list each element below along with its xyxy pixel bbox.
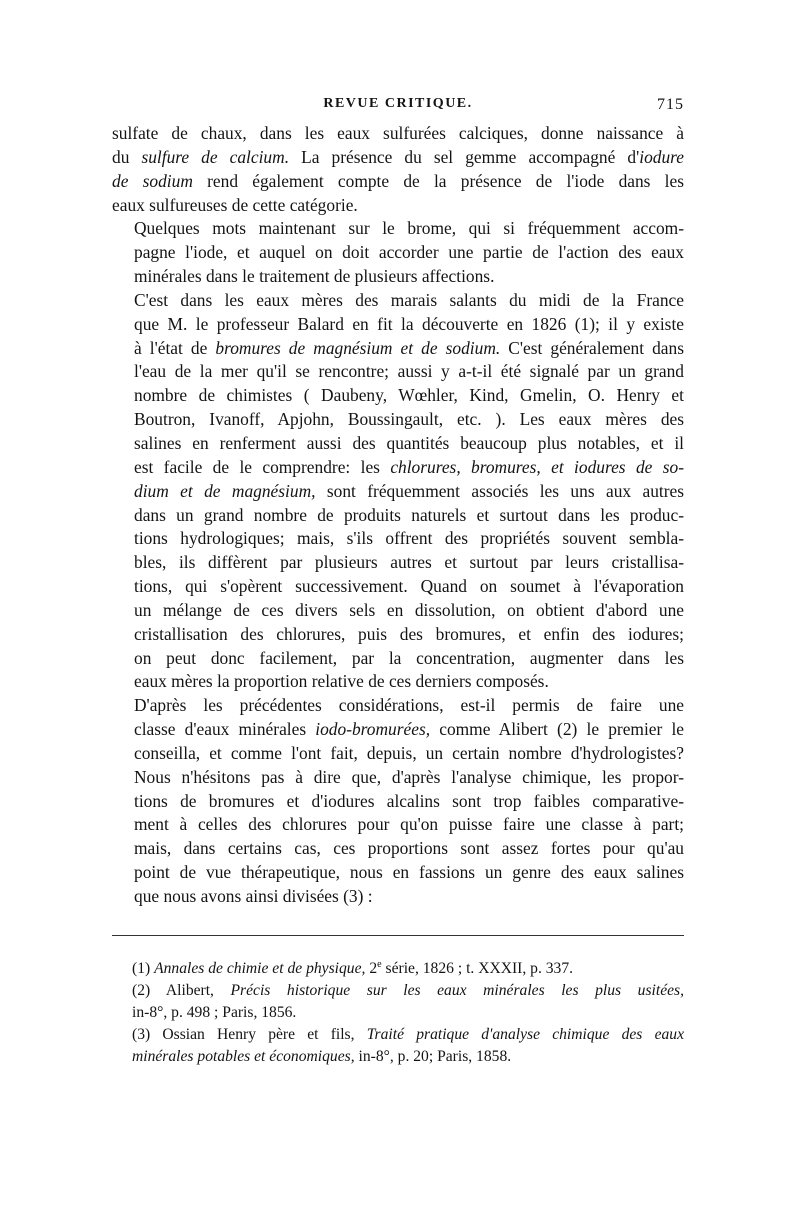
text-line: eaux sulfureuses de cette catégorie. — [112, 194, 358, 215]
text-line: classe d'eaux minérales iodo-bromurées, comme Alibert (2) le premier le — [134, 719, 684, 740]
text-line: Nous n'hésitons pas à dire que, d'après l'analyse chimique, les propor- — [134, 766, 684, 787]
footnote — [112, 954, 684, 980]
footnotes — [112, 954, 684, 1068]
italic-run: de sodium — [112, 170, 193, 191]
text-line: D'après les précédentes considérations, est-il permis de faire une — [134, 695, 684, 716]
text-line: pagne l'iode, et auquel on doit accorder une partie de l'action des eaux — [134, 242, 684, 263]
text-line: dium et de magnésium, sont fréquemment associés les uns aux autres — [134, 480, 684, 501]
text-line: ment à celles des chlorures pour qu'on puisse faire une classe à part; — [134, 814, 684, 835]
text-line: tions hydrologiques; mais, s'ils offrent des propriétés souvent sembla- — [134, 528, 684, 549]
italic-run: dium et de magnésium, — [134, 480, 316, 501]
text-line: in-8°, p. 498 ; Paris, 1856. — [132, 1004, 297, 1022]
text-line: (2) Alibert, Précis historique sur les eaux minérales les plus usitées, — [132, 982, 684, 1000]
footnote-separator — [112, 935, 684, 936]
italic-run: bromures de magnésium et de sodium. — [215, 337, 501, 358]
text-line: l'eau de la mer qu'il se rencontre; aussi y a-t-il été signalé par un grand — [134, 361, 684, 382]
text-line: bles, ils diffèrent par plusieurs autres et surtout par leurs cristallisa- — [134, 552, 684, 573]
text-line: salines en renferment aussi des quantités beaucoup plus notables, et il — [134, 432, 684, 453]
text-line: tions de bromures et d'iodures alcalins sont trop faibles comparative- — [134, 790, 684, 811]
text-line: mais, dans certains cas, ces proportions sont assez fortes pour qu'au — [134, 838, 684, 859]
italic-run: iodure — [639, 146, 684, 167]
text-line: un mélange de ces divers sels en dissolution, on obtient d'abord une — [134, 599, 684, 620]
text-line: Boutron, Ivanoff, Apjohn, Boussingault, etc. ). Les eaux mères des — [134, 409, 684, 430]
italic-run: Précis historique sur les eaux minérales les plus usitées, — [230, 982, 684, 1000]
italic-run: iodo-bromurées, — [315, 719, 431, 740]
text-line: de sodium rend également compte de la présence de l'iode dans les — [112, 170, 684, 191]
text-line: C'est dans les eaux mères des marais salants du midi de la France — [134, 289, 684, 310]
text-line: (3) Ossian Henry père et fils, Traité pratique d'analyse chimique des eaux — [132, 1026, 684, 1044]
footnote — [112, 980, 684, 1024]
footnote — [112, 1024, 684, 1068]
text-line: est facile de le comprendre: les chlorures, bromures, et iodures de so- — [134, 456, 684, 477]
text-line: sulfate de chaux, dans les eaux sulfurées calciques, donne naissance à — [112, 123, 684, 143]
paragraph — [112, 122, 684, 217]
text-line: à l'état de bromures de magnésium et de sodium. C'est généralement dans — [134, 337, 684, 358]
text-line: eaux mères la proportion relative de ces derniers composés. — [134, 671, 549, 692]
paragraph — [112, 289, 684, 694]
text-line: point de vue thérapeutique, nous en fassions un genre des eaux salines — [134, 862, 684, 883]
italic-run: chlorures, bromures, et iodures de so- — [390, 456, 684, 477]
text-line: que M. le professeur Balard en fit la découverte en 1826 (1); il y existe — [134, 313, 684, 334]
body-text — [112, 122, 684, 909]
page — [112, 96, 684, 1068]
paragraph — [112, 217, 684, 289]
text-line: tions, qui s'opèrent successivement. Quand on soumet à l'évaporation — [134, 576, 684, 597]
page-number: 715 — [657, 96, 684, 113]
superscript: e — [377, 958, 382, 970]
text-line: minérales dans le traitement de plusieurs affections. — [134, 266, 495, 287]
text-line: du sulfure de calcium. La présence du sel gemme accompagné d'iodure — [112, 146, 684, 167]
text-line: conseilla, et comme l'ont fait, depuis, un certain nombre d'hydrologistes? — [134, 742, 684, 763]
text-line: Quelques mots maintenant sur le brome, qui si fréquemment accom- — [134, 218, 684, 239]
text-line: dans un grand nombre de produits naturels et surtout dans les produc- — [134, 504, 684, 525]
page-header — [112, 96, 684, 122]
text-line: que nous avons ainsi divisées (3) : — [134, 886, 373, 906]
text-line: minérales potables et économiques, in-8°, p. 20; Paris, 1858. — [132, 1048, 512, 1066]
paragraph — [112, 694, 684, 909]
italic-run: Annales de chimie et de physique, — [154, 960, 366, 978]
text-line: (1) Annales de chimie et de physique, 2e série, 1826 ; t. XXXII, p. 337. — [132, 958, 574, 978]
italic-run: minérales potables et économiques, — [132, 1048, 355, 1066]
running-head: REVUE CRITIQUE. — [323, 96, 473, 111]
italic-run: Traité pratique d'analyse chimique des eaux — [366, 1026, 684, 1044]
text-line: on peut donc facilement, par la concentration, augmenter dans les — [134, 647, 684, 668]
text-line: nombre de chimistes ( Daubeny, Wœhler, Kind, Gmelin, O. Henry et — [134, 385, 684, 406]
text-line: cristallisation des chlorures, puis des bromures, et enfin des iodures; — [134, 623, 684, 644]
italic-run: sulfure de calcium. — [141, 146, 290, 167]
